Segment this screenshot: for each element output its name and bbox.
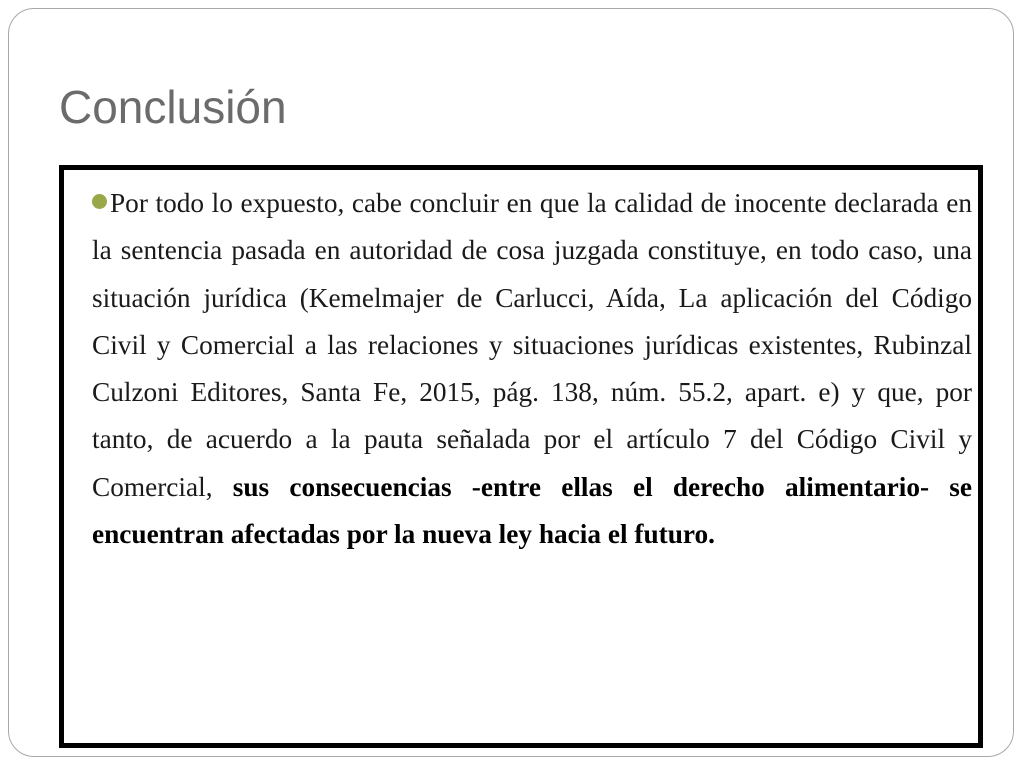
bullet-text-normal: Por todo lo expuesto, cabe concluir en que la calidad de inocente declarada en la sentencia pasada en autoridad de cosa juzgada constituye, en todo caso, una situación jurídica (Kemelmajer de Carlucci, Aída, La aplicación del Código Civil y Comercial a las relaciones y situaciones jurídicas existentes, Rubinzal Culzoni Editores, Santa Fe, 2015, pág. 138, núm. 55.2, apart. e) y que, por tanto, de acuerdo a la pauta señalada por el artículo 7 del Código Civil y Comercial,	[92, 188, 972, 502]
slide-frame	[8, 8, 1014, 757]
bullet-icon	[92, 194, 107, 209]
bullet-item	[92, 180, 972, 558]
slide-title: Conclusión	[59, 81, 287, 133]
bullet-text-bold: sus consecuencias -entre ellas el derecho alimentario- se encuentran afectadas por la nueva ley hacia el futuro.	[92, 471, 972, 550]
content-box	[59, 165, 983, 748]
